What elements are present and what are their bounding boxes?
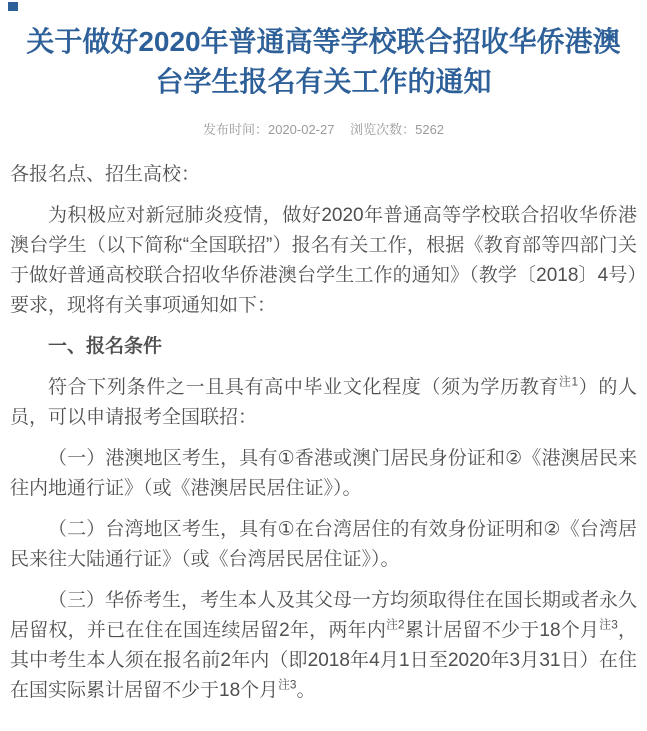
condition-intro-paragraph — [10, 373, 637, 433]
footnote-ref-3: 注3 — [599, 618, 618, 632]
footnote-ref-1: 注1 — [559, 375, 579, 389]
intro-paragraph: 为积极应对新冠肺炎疫情，做好2020年普通高等学校联合招收华侨港澳台学生（以下简称“全国联招”）报名有关工作，根据《教育部等四部门关于做好普通高校联合招收华侨港澳台学生工作的通知》（教学〔2018〕4号）要求，现将有关事项通知如下： — [10, 204, 637, 316]
condition-intro-text-end: ）的人员，可以申请报考全国联招： — [10, 376, 637, 428]
item-overseas-chinese — [10, 586, 637, 706]
meta-bar — [0, 119, 647, 138]
view-count-value: 5262 — [415, 121, 445, 137]
item-overseas-text-3: ，其中考生本人须在报名前2年内（即2018年4月1日至2020年3月31日）在住在国实际累计居留不少于18个月 — [10, 619, 637, 701]
corner-marker-icon — [8, 2, 18, 11]
notice-body — [0, 160, 647, 731]
salutation: 各报名点、招生高校： — [10, 163, 201, 185]
publish-time-value: 2020-02-27 — [267, 121, 335, 137]
publish-time-label: 发布时间： — [202, 121, 268, 137]
item-hk-macau: （一）港澳地区考生，具有①香港或澳门居民身份证和②《港澳居民来往内地通行证》（或《港澳居民居住证》）。 — [10, 447, 637, 499]
item-taiwan: （二）台湾地区考生，具有①在台湾居住的有效身份证明和②《台湾居民来往大陆通行证》（或《台湾居民居住证》）。 — [10, 518, 637, 570]
section-heading-registration-conditions: 一、报名条件 — [48, 335, 163, 357]
condition-intro-text: 符合下列条件之一且具有高中毕业文化程度（须为学历教育 — [48, 376, 560, 398]
item-overseas-text-2: 累计居留不少于18个月 — [404, 619, 600, 641]
footnote-ref-2: 注2 — [386, 618, 405, 632]
footnote-ref-3-repeat: 注3 — [278, 678, 297, 692]
item-overseas-text-1: （三）华侨考生，考生本人及其父母一方均须取得住在国长期或者永久居留权，并已在住在国连续居留2年，两年内 — [10, 589, 638, 641]
page-title: 关于做好2020年普通高等学校联合招收华侨港澳台学生报名有关工作的通知 — [26, 26, 621, 97]
view-count-label: 浏览次数： — [350, 121, 416, 137]
item-overseas-text-4: 。 — [296, 679, 316, 701]
